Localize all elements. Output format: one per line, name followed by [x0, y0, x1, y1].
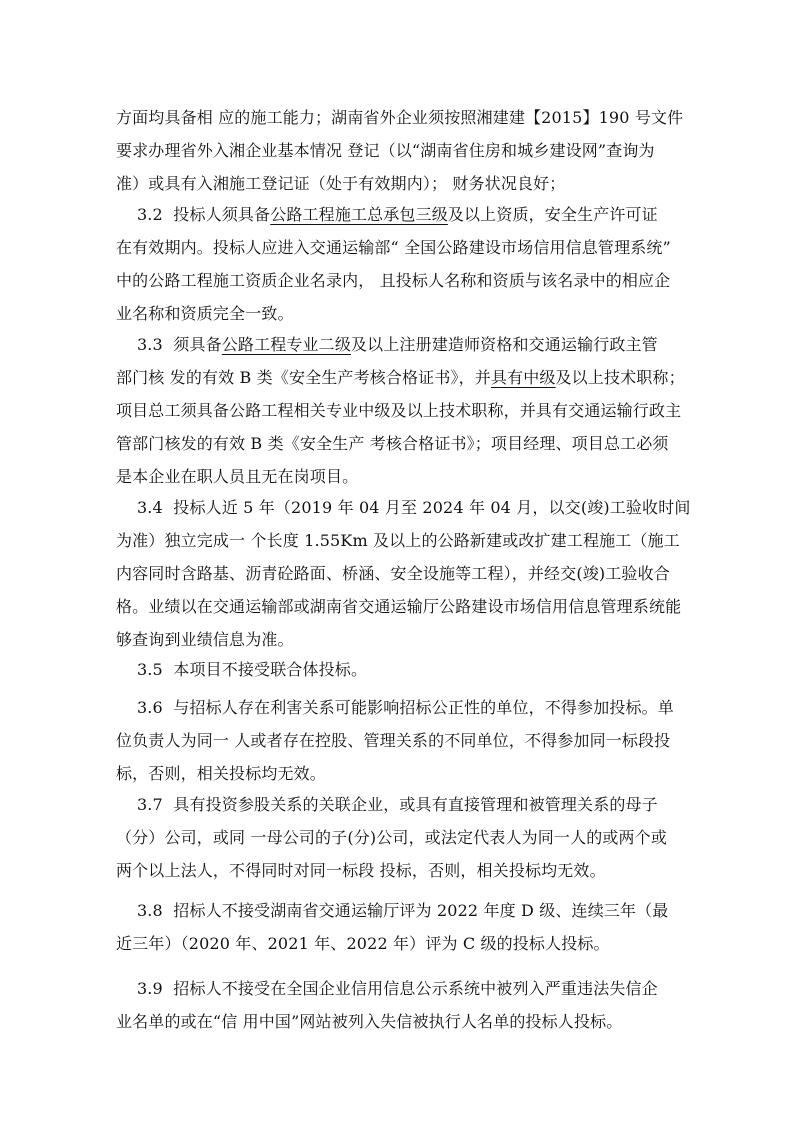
paragraph-3-7: [116, 788, 676, 887]
paragraph-3-5: [116, 653, 676, 686]
text-line: 近三年）（2020 年、2021 年、2022 年）评为 C 级的投标人投标。: [116, 934, 610, 953]
text-line: 方面均具备相 应的施工能力；湖南省外企业须按照湘建建【2015】190 号文件: [116, 108, 684, 127]
text-line: 准）或具有入湘施工登记证（处于有效期内）； 财务状况良好；: [116, 174, 566, 193]
paragraph-3-9: [116, 972, 676, 1038]
text-line: 3.3 须具备公路工程专业二级及以上注册建造师资格和交通运输行政主管: [116, 335, 658, 354]
text-line: 要求办理省外入湘企业基本情况 登记（以“湖南省住房和城乡建设网”查询为: [116, 141, 655, 160]
text-line: 是本企业在职人员且无在岗项目。: [116, 467, 359, 486]
text-line: （分）公司，或同 一母公司的子(分)公司，或法定代表人为同一人的或两个或: [116, 828, 667, 847]
paragraph-3-3: [116, 328, 685, 493]
text-line: 为准）独立完成一 个长度 1.55Km 及以上的公路新建或改扩建工程施工（施工: [116, 531, 680, 550]
text-line: 中的公路工程施工资质企业名录内， 且投标人名称和资质与该名录中的相应企: [116, 271, 671, 290]
text-line: 管部门核发的有效 B 类《安全生产 考核合格证书》；项目经理、项目总工必须: [116, 434, 669, 453]
qualification-highlight: 公路工程施工总承包三级: [270, 205, 448, 224]
text-line: 3.8 招标人不接受湖南省交通运输厅评为 2022 年度 D 级、连续三年（最: [116, 901, 669, 920]
text-line: 在有效期内。投标人应进入交通运输部“ 全国公路建设市场信用信息管理系统”: [116, 238, 671, 257]
paragraph-3-8: [116, 894, 676, 960]
text-line: 部门核 发的有效 B 类《安全生产考核合格证书》，并具有中级及以上技术职称；: [116, 368, 685, 387]
paragraph-3-6: [116, 691, 676, 790]
text-line: 3.9 招标人不接受在全国企业信用信息公示系统中被列入严重违法失信企: [116, 979, 658, 998]
text-line: 够查询到业绩信息为准。: [116, 630, 294, 649]
text-line: 3.7 具有投资参股关系的关联企业，或具有直接管理和被管理关系的母子: [116, 795, 658, 814]
text-line: 3.4 投标人近 5 年（2019 年 04 月至 2024 年 04 月，以交(竣)工验收时间: [116, 498, 691, 517]
text-line: 业名称和资质完全一致。: [116, 304, 294, 323]
text-line: 3.5 本项目不接受联合体投标。: [116, 660, 368, 679]
paragraph-3-2: [116, 198, 676, 330]
paragraph-3-4: [116, 491, 691, 656]
text-line: 标，否则，相关投标均无效。: [116, 764, 326, 783]
text-line: 格。业绩以在交通运输部或湖南省交通运输厅公路建设市场信用信息管理系统能: [116, 597, 682, 616]
text-line: 内容同时含路基、沥青砼路面、桥涵、安全设施等工程），并经交(竣)工验收合: [116, 564, 670, 583]
qualification-highlight: 具有中级: [490, 368, 556, 387]
text-line: 3.2 投标人须具备公路工程施工总承包三级及以上资质，安全生产许可证: [116, 205, 658, 224]
text-line: 两个以上法人，不得同时对同一标段 投标，否则，相关投标均无效。: [116, 861, 606, 880]
text-line: 项目总工须具备公路工程相关专业中级及以上技术职称，并具有交通运输行政主: [116, 401, 682, 420]
paragraph-continuation: [116, 101, 684, 200]
qualification-highlight: 公路工程专业二级: [221, 335, 351, 354]
text-line: 位负责人为同一 人或者存在控股、管理关系的不同单位，不得参加同一标段投: [116, 731, 671, 750]
text-line: 业名单的或在“信 用中国”网站被列入失信被执行人名单的投标人投标。: [116, 1012, 623, 1031]
text-line: 3.6 与招标人存在利害关系可能影响招标公正性的单位，不得参加投标。单: [116, 698, 674, 717]
